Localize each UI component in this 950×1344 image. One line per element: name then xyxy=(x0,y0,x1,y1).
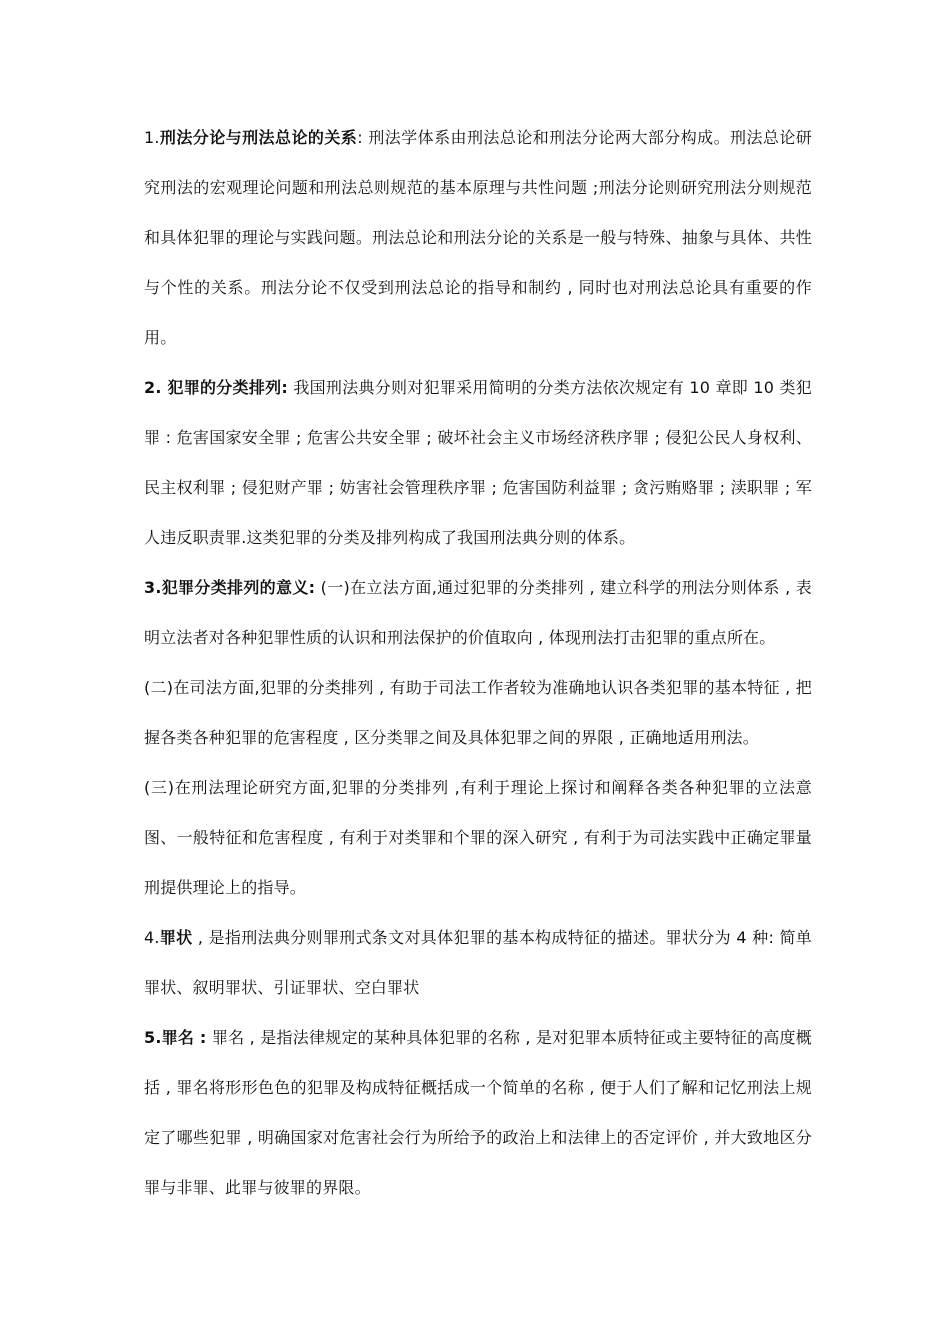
paragraph-heading: 3.犯罪分类排列的意义: xyxy=(144,578,316,597)
paragraph-classification xyxy=(144,363,812,563)
paragraph-prefix: 1. xyxy=(144,128,160,147)
paragraph-body: (三)在刑法理论研究方面,犯罪的分类排列 ,有利于理论上探讨和阐释各类各种犯罪的立法意图、一般特征和危害程度 , 有利于对类罪和个罪的深入研究 , 有利于为司法实践中正确定罪量刑提供理论上的指导。 xyxy=(144,778,812,897)
paragraph-heading: 刑法分论与刑法总论的关系 xyxy=(159,128,358,147)
paragraph-body: , 是指刑法典分则罪刑式条文对具体犯罪的基本构成特征的描述。罪状分为 4 种: 简单罪状、叙明罪状、引证罪状、空白罪状 xyxy=(144,928,813,997)
paragraph-crime-name xyxy=(144,1013,812,1213)
document-page xyxy=(144,113,812,1213)
paragraph-judicial xyxy=(144,663,812,763)
paragraph-heading: 罪状 xyxy=(159,928,193,947)
paragraph-body: 我国刑法典分则对犯罪采用简明的分类方法依次规定有 10 章即 10 类犯罪 : 危害国家安全罪 ; 危害公共安全罪 ; 破坏社会主义市场经济秩序罪 ; 侵犯公民人身权利、民主权利罪 ; 侵犯财产罪 ; 妨害社会管理秩序罪 ; 危害国防利益罪 ; 贪污贿赂罪 ; 渎职罪 ; 军人违反职责罪.这类犯罪的分类及排列构成了我国刑法典分则的体系。 xyxy=(144,378,812,547)
paragraph-significance xyxy=(144,563,812,663)
paragraph-theory xyxy=(144,763,812,913)
paragraph-relationship xyxy=(144,113,812,363)
paragraph-prefix: 4. xyxy=(144,928,160,947)
paragraph-body: (二)在司法方面,犯罪的分类排列 , 有助于司法工作者较为准确地认识各类犯罪的基本特征 , 把握各类各种犯罪的危害程度 , 区分类罪之间及具体犯罪之间的界限 , 正确地适用刑法。 xyxy=(144,678,812,747)
paragraph-body: (一)在立法方面,通过犯罪的分类排列 , 建立科学的刑法分则体系 , 表明立法者对各种犯罪性质的认识和刑法保护的价值取向 , 体现刑法打击犯罪的重点所在。 xyxy=(144,578,813,647)
paragraph-heading: 2. 犯罪的分类排列: xyxy=(144,378,288,397)
paragraph-heading: 5.罪名 : xyxy=(144,1028,207,1047)
paragraph-body: : 刑法学体系由刑法总论和刑法分论两大部分构成。刑法总论研究刑法的宏观理论问题和刑法总则规范的基本原理与共性问题 ;刑法分论则研究刑法分则规范和具体犯罪的理论与实践问题。刑法总论和刑法分论的关系是一般与特殊、抽象与具体、共性与个性的关系。刑法分论不仅受到刑法总论的指导和制约 , 同时也对刑法总论具有重要的作用。 xyxy=(144,128,813,347)
paragraph-body: 罪名 , 是指法律规定的某种具体犯罪的名称 , 是对犯罪本质特征或主要特征的高度概括 , 罪名将形形色色的犯罪及构成特征概括成一个简单的名称 , 便于人们了解和记忆刑法上规定了哪些犯罪 , 明确国家对危害社会行为所给予的政治上和法律上的否定评价 , 并大致地区分罪与非罪、此罪与彼罪的界限。 xyxy=(144,1028,812,1197)
paragraph-description xyxy=(144,913,812,1013)
